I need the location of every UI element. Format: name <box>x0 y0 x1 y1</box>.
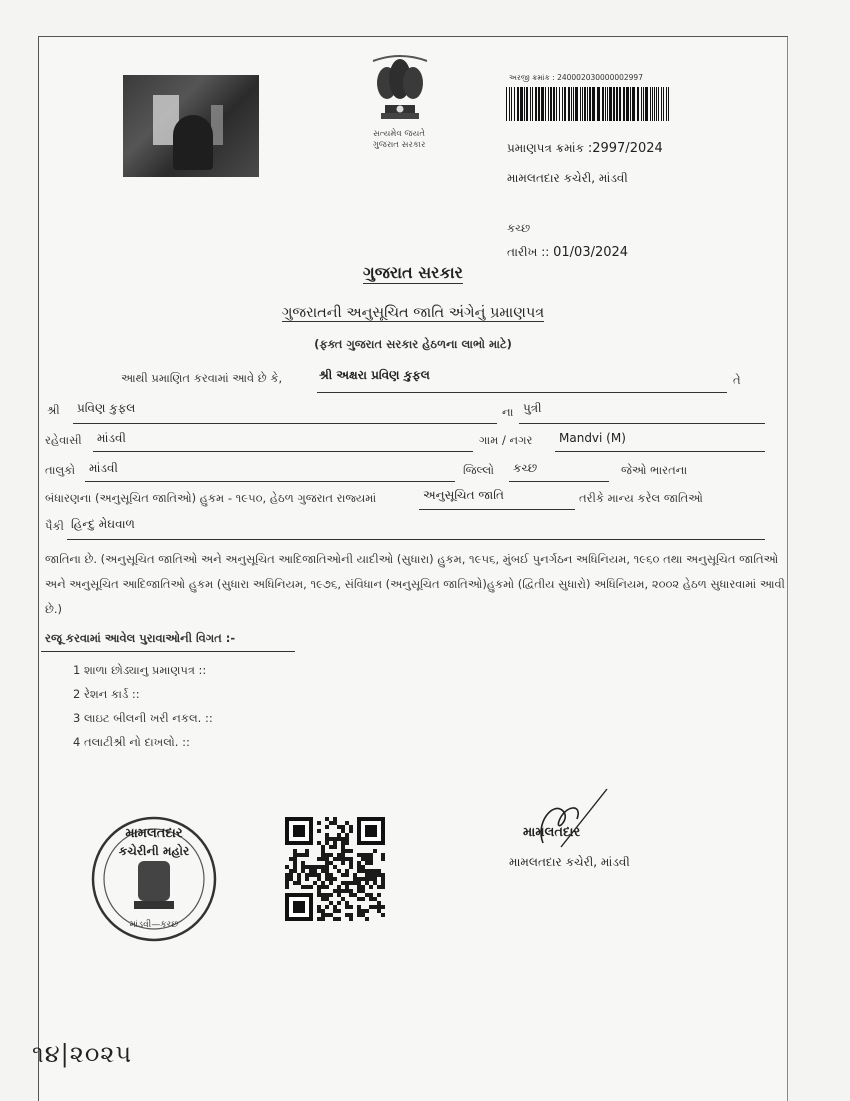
evidence-item: 4 તલાટીશ્રી નો દાખલો. :: <box>73 735 190 749</box>
applicant-name: શ્રી અક્ષરા પ્રવિણ કુફલ <box>319 368 430 382</box>
district-name: કચ્છ <box>507 221 531 235</box>
applicant-photo <box>123 75 259 177</box>
constitution-text: બંધારણના (અનુસૂચિત જાતિઓ) હુકમ - ૧૯૫૦, હેઠળ ગુજરાત રાજ્યમાં <box>45 491 377 505</box>
evidence-item: 1 શાળા છોડ્યાનુ પ્રમાણપત્ર :: <box>73 663 207 677</box>
certificate-page <box>38 36 788 1101</box>
na-label: ના <box>502 405 514 419</box>
among-label: પૈકી <box>45 519 64 533</box>
relation: પુત્રી <box>523 401 542 415</box>
certify-label: આથી પ્રમાણિત કરવામાં આવે છે કે, <box>121 371 283 385</box>
resident-label: રહેવાસી <box>45 433 82 447</box>
handwritten-date: ૧૪|૨૦૨૫ <box>32 1040 133 1068</box>
issuing-office: મામલતદાર કચેરી, માંડવી <box>507 171 628 185</box>
signatory-title: મામલતદાર <box>523 825 581 840</box>
district-label: જિલ્લો <box>463 463 495 477</box>
taluka-label: તાલુકો <box>45 463 76 477</box>
resident-value: માંડવી <box>97 431 126 445</box>
village-label: ગામ / નગર <box>479 433 533 447</box>
application-number: અરજી ક્રમાંક : 240002030000002997 <box>509 73 643 82</box>
evidence-item: 3 લાઇટ બીલની ખરી નકલ. :: <box>73 711 213 725</box>
taluka-value: માંડવી <box>89 461 118 475</box>
caste-value: હિન્દુ મેઘવાળ <box>71 517 135 531</box>
svg-text:મામલતદાર: મામલતદાર <box>125 826 183 841</box>
father-name: પ્રવિણ કુફલ <box>77 401 136 415</box>
who-india-label: જેઓ ભારતના <box>621 463 688 477</box>
category-value: અનુસૂચિત જાતિ <box>423 488 504 502</box>
barcode <box>506 87 671 121</box>
signature <box>525 783 615 853</box>
certificate-number: પ્રમાણપત્ર ક્રમાંક :2997/2024 <box>507 141 663 156</box>
legal-paragraph: જાતિના છે. (અનુસૂચિત જાતિઓ અને અનુસૂચિત આદિજાતિઓની યાદીઓ (સુધારા) હુકમ, ૧૯૫૬, મુંબઈ પુનર્ગઠન અધિનિયમ, ૧૯૬૦ તથા અનુસૂચિત જાતિઓ અને અનુસૂચિત આદિજાતિઓ હુકમ (સુધારા અધિનિયમ, ૧૯૭૬, સંવિધાન (અનુસૂચિત જાતિઓ)હુકમો (દ્વિતીય સુધારો) અધિનિયમ, ૨૦૦૨ હેઠળ સુધારવામાં આવી છે.) <box>45 552 785 616</box>
district-value: કચ્છ <box>513 461 538 475</box>
certificate-title: ગુજરાતની અનુસૂચિત જાતિ અંગેનું પ્રમાણપત્ર <box>281 305 545 321</box>
national-emblem-icon <box>361 53 439 127</box>
svg-text:કચેરીની મહોર: કચેરીની મહોર <box>118 844 190 858</box>
evidence-item: 2 રેશન કાર્ડ :: <box>73 687 140 701</box>
village-value: Mandvi (M) <box>559 431 626 445</box>
evidence-heading: રજૂ કરવામાં આવેલ પુરાવાઓની વિગત :- <box>45 631 236 645</box>
te-label: તે <box>733 373 741 387</box>
issue-date: તારીખ :: 01/03/2024 <box>507 245 629 260</box>
certificate-subtitle: (ફક્ત ગુજરાત સરકાર હેઠળના લાભો માટે) <box>314 337 512 351</box>
signatory-office: મામલતદાર કચેરી, માંડવી <box>509 855 630 869</box>
emblem-caption: સત્યમેવ જયતે ગુજરાત સરકાર <box>372 129 426 150</box>
recognized-text: તરીકે માન્ય કરેલ જાતિઓ <box>579 491 703 505</box>
office-seal <box>90 815 218 943</box>
shri-label: શ્રી <box>47 403 60 417</box>
qr-code <box>285 817 385 921</box>
svg-text:માંડવી—કચ્છ: માંડવી—કચ્છ <box>129 920 179 930</box>
government-title: ગુજરાત સરકાર <box>363 263 463 282</box>
